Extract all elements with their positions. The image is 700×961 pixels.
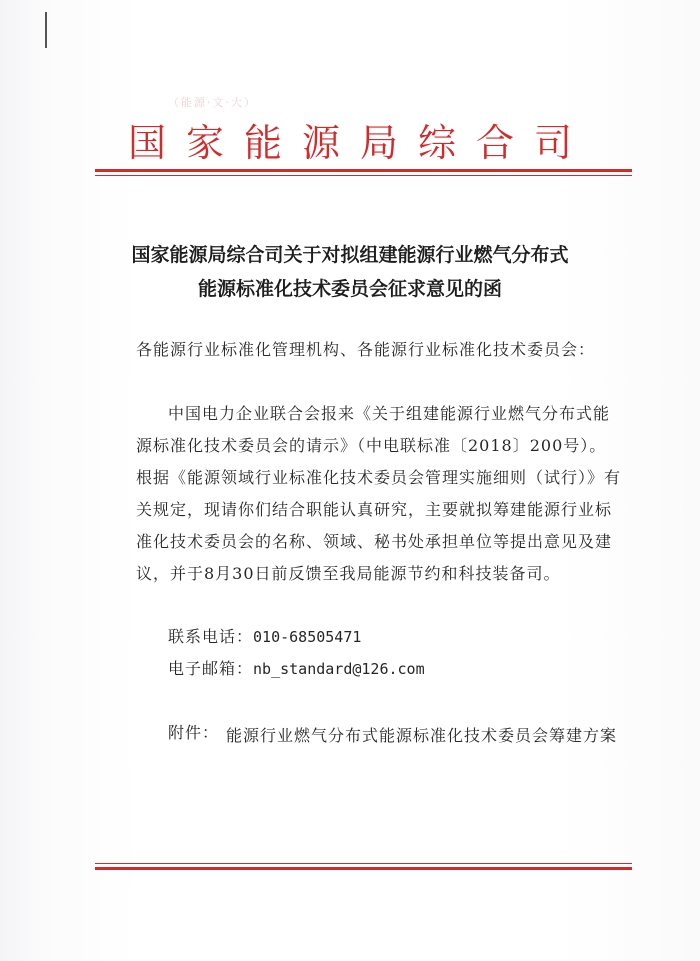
header-red-rule-thin: [95, 175, 632, 176]
contact-email-label: 电子邮箱：: [168, 659, 254, 678]
attachment-label: 附件：: [168, 723, 220, 742]
contact-phone: [168, 624, 361, 647]
faint-stamp: （能源·文·大）: [168, 96, 257, 109]
contact-email: [168, 656, 425, 679]
footer-rule-thick: [95, 867, 632, 870]
issuer-header-title: 国家能源局综合司: [127, 121, 592, 165]
attachment-name: 能源行业燃气分布式能源标准化技术委员会筹建方案: [226, 726, 618, 745]
margin-mark: [45, 12, 47, 48]
header-red-rule-thick: [95, 169, 632, 172]
contact-email-value: nb_standard@126.com: [253, 660, 425, 678]
recipient-line: 各能源行业标准化管理机构、各能源行业标准化技术委员会：: [136, 340, 596, 359]
contact-phone-value: 010-68505471: [253, 628, 362, 646]
document-title: [0, 238, 700, 306]
body-paragraph: 中国电力企业联合会报来《关于组建能源行业燃气分布式能源标准化技术委员会的请示》（中电联标准〔2018〕200号）。根据《能源领域行业标准化技术委员会管理实施细则（试行）》有关规定，现请你们结合职能认真研究，主要就拟筹建能源行业标准化技术委员会的名称、领域、秘书处承担单位等提出意见及建议，并于8月30日前反馈至我局能源节约和科技装备司。: [136, 404, 622, 583]
footer-rule-thin: [95, 863, 632, 864]
contact-phone-label: 联系电话：: [168, 627, 254, 646]
document-title-line-2: 能源标准化技术委员会征求意见的函: [197, 278, 502, 300]
document-title-line-1: 国家能源局综合司关于对拟组建能源行业燃气分布式: [131, 244, 569, 266]
